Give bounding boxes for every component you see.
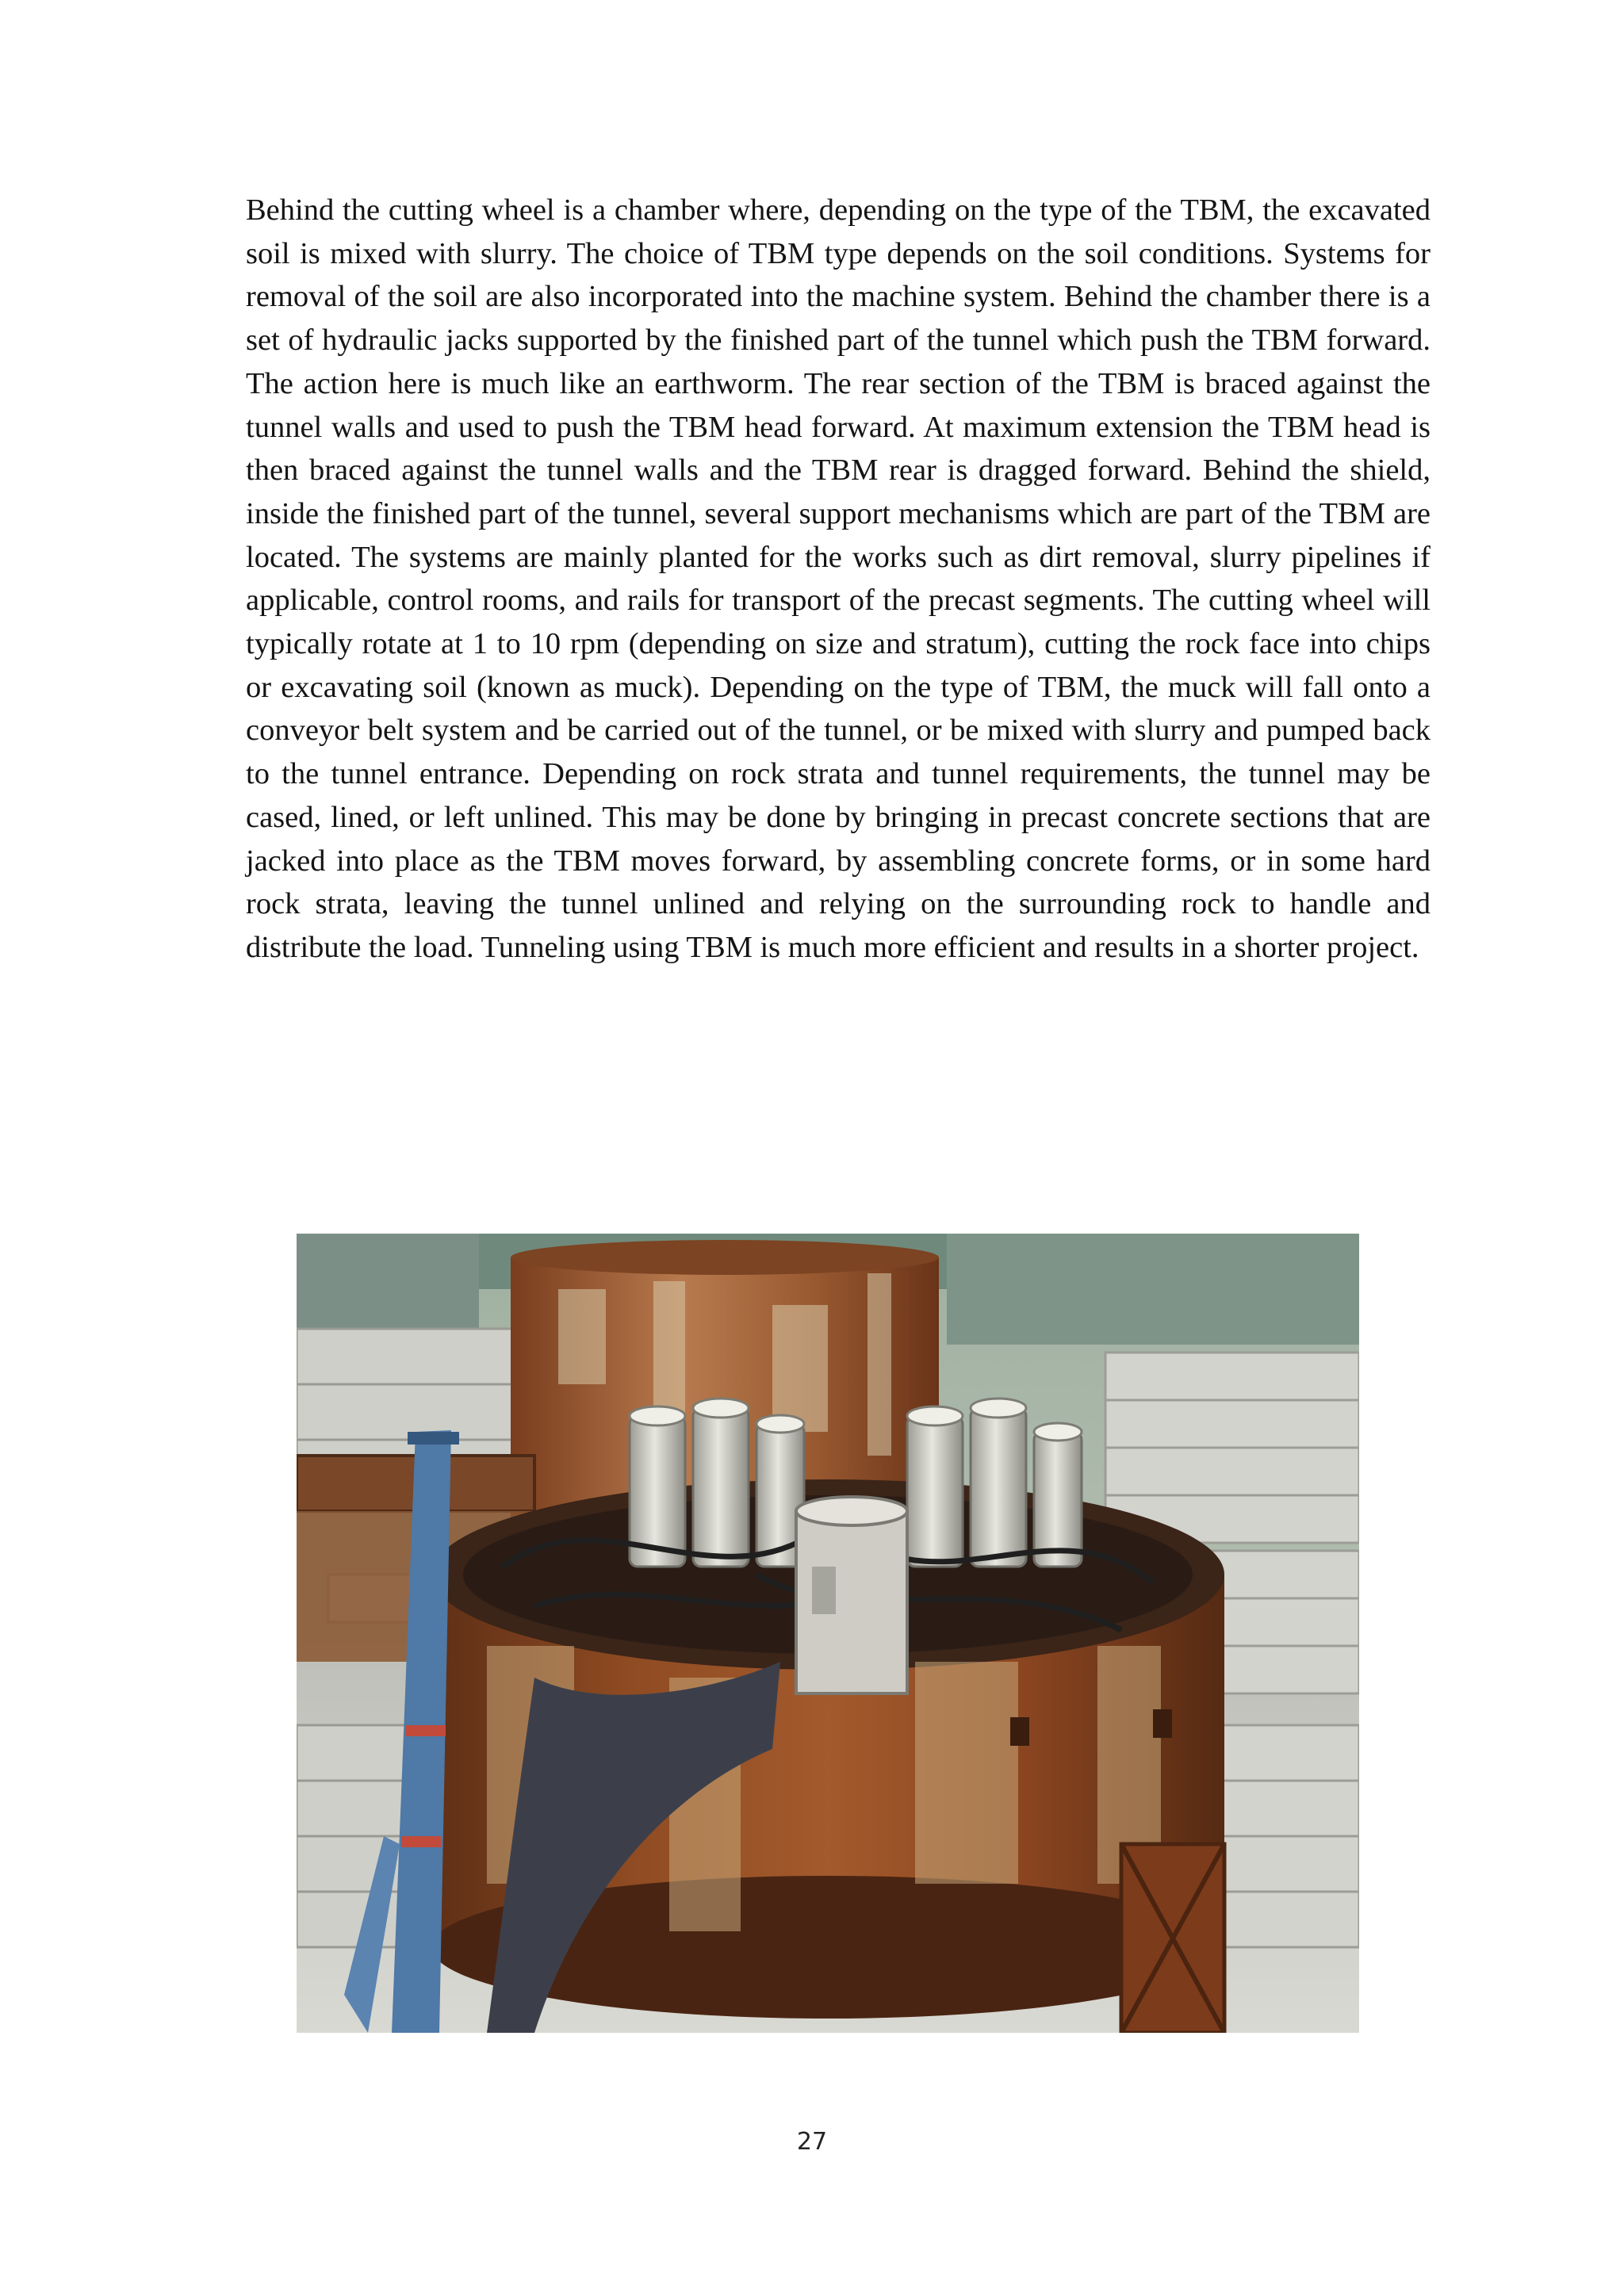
tbm-shield-photo	[297, 1234, 1359, 2033]
body-paragraph: Behind the cutting wheel is a chamber where, depending on the type of the TBM, the excavated soil is mixed with slurry. The choice of TBM type depends on the soil conditions. Systems for removal of the soil are also incorporated into the machine system. Behind the chamber there is a set of hydraulic jacks supported by the finished part of the tunnel which push the TBM forward. The action here is much like an earthworm. The rear section of the TBM is braced against the tunnel walls and used to push the TBM head forward. At maximum extension the TBM head is then braced against the tunnel walls and the TBM rear is dragged forward. Behind the shield, inside the finished part of the tunnel, several support mechanisms which are part of the TBM are located. The systems are mainly planted for the works such as dirt removal, slurry pipelines if applicable, control rooms, and rails for transport of the precast segments. The cutting wheel will typically rotate at 1 to 10 rpm (depending on size and stratum), cutting the rock face into chips or excavating soil (known as muck). Depending on the type of TBM, the muck will fall onto a conveyor belt system and be carried out of the tunnel, or be mixed with slurry and pumped back to the tunnel entrance. Depending on rock strata and tunnel requirements, the tunnel may be cased, lined, or left unlined. This may be done by bringing in precast concrete sections that are jacked into place as the TBM moves forward, by assembling concrete forms, or in some hard rock strata, leaving the tunnel unlined and relying on the surrounding rock to handle and distribute the load. Tunneling using TBM is much more efficient and results in a shorter project.	[246, 193, 1431, 964]
page-number: 27	[796, 2128, 828, 2156]
